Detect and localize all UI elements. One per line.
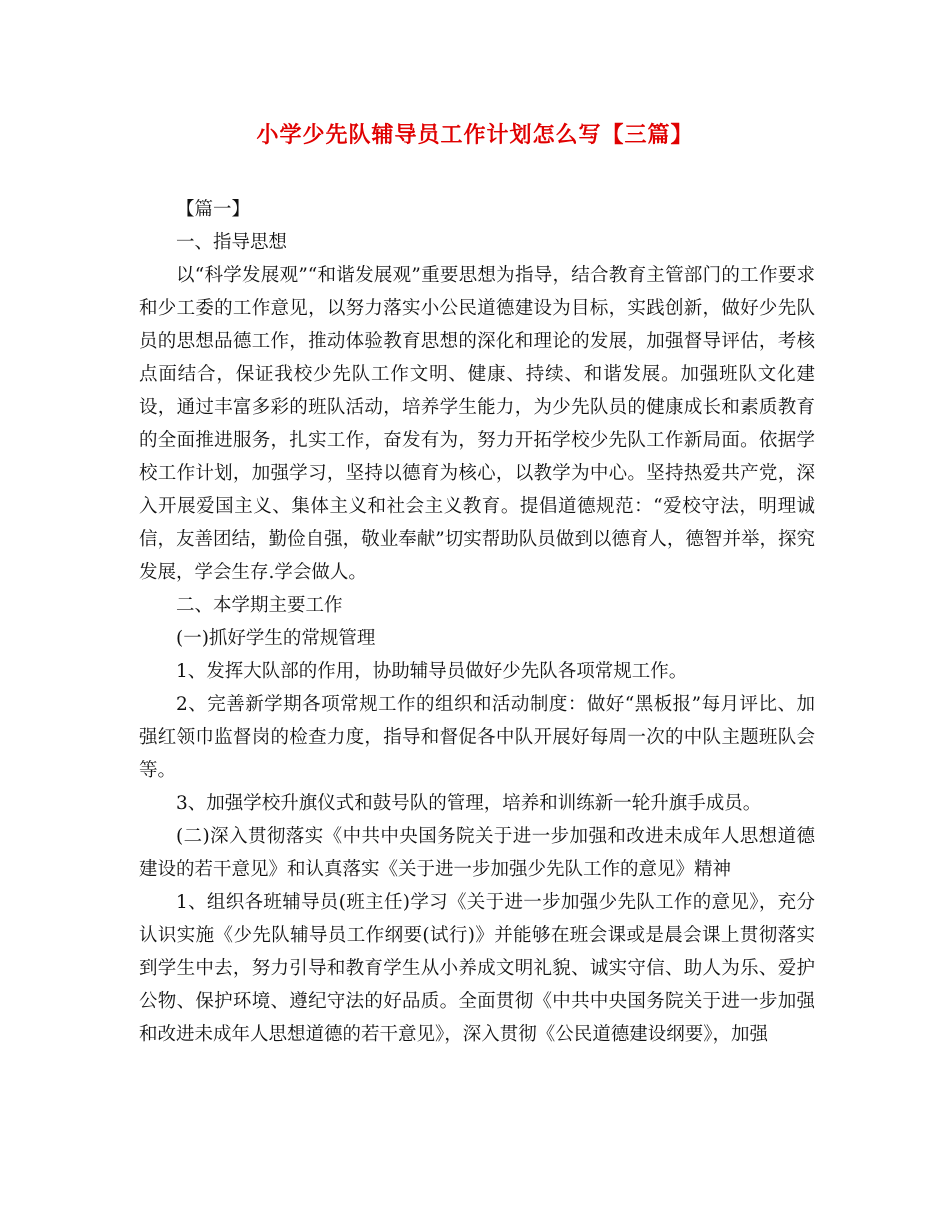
section-heading-part-one: 【篇一】 — [176, 199, 251, 220]
document-title: 小学少先队辅导员工作计划怎么写【三篇】 — [256, 122, 694, 148]
list-item-3: 3、加强学校升旗仪式和鼓号队的管理，培养和训练新一轮升旗手成员。 — [176, 793, 762, 814]
list-item-1: 1、发挥大队部的作用，协助辅导员做好少先队各项常规工作。 — [176, 661, 688, 682]
subheading-implementation: (二)深入贯彻落实《中共中央国务院关于进一步加强和改进未成年人思想道德建设的若干意见》和认真落实《关于进一步加强少先队工作的意见》精神 — [139, 826, 815, 880]
heading-guiding-ideology: 一、指导思想 — [176, 232, 288, 253]
list-item-2: 2、完善新学期各项常规工作的组织和活动制度：做好“黑板报”每月评比、加强红领巾监督岗的检查力度，指导和督促各中队开展好每周一次的中队主题班队会等。 — [139, 694, 815, 781]
document-body — [139, 193, 815, 1051]
paragraph-guiding-ideology: 以“科学发展观”“和谐发展观”重要思想为指导，结合教育主管部门的工作要求和少工委的工作意见，以努力落实小公民道德建设为目标，实践创新，做好少先队员的思想品德工作，推动体验教育思想的深化和理论的发展，加强督导评估，考核点面结合，保证我校少先队工作文明、健康、持续、和谐发展。加强班队文化建设，通过丰富多彩的班队活动，培养学生能力，为少先队员的健康成长和素质教育的全面推进服务，扎实工作，奋发有为，努力开拓学校少先队工作新局面。依据学校工作计划，加强学习，坚持以德育为核心，以教学为中心。坚持热爱共产党，深入开展爱国主义、集体主义和社会主义教育。提倡道德规范：“爱校守法，明理诚信，友善团结，勤俭自强，敬业奉献”切实帮助队员做到以德育人，德智并举，探究发展，学会生存.学会做人。 — [139, 265, 815, 583]
heading-main-work: 二、本学期主要工作 — [176, 595, 343, 616]
subheading-routine-management: (一)抓好学生的常规管理 — [176, 628, 376, 649]
paragraph-implementation-1: 1、组织各班辅导员(班主任)学习《关于进一步加强少先队工作的意见》，充分认识实施《少先队辅导员工作纲要(试行)》并能够在班会课或是晨会课上贯彻落实到学生中去，努力引导和教育学生从小养成文明礼貌、诚实守信、助人为乐、爱护公物、保护环境、遵纪守法的好品质。全面贯彻《中共中央国务院关于进一步加强和改进未成年人思想道德的若干意见》，深入贯彻《公民道德建设纲要》，加强 — [139, 892, 815, 1045]
